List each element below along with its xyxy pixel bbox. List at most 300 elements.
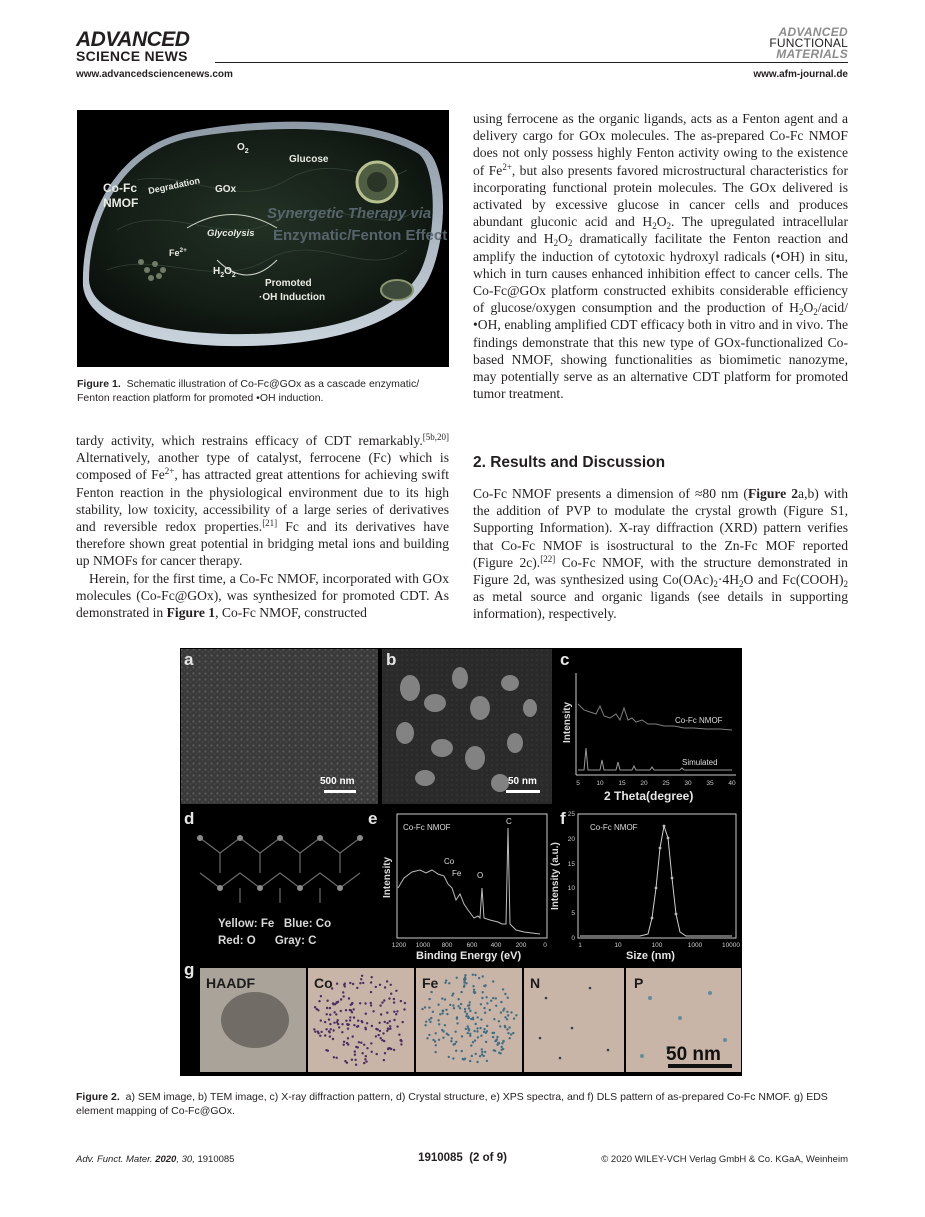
figure-2-caption-text: a) SEM image, b) TEM image, c) X-ray diffraction pattern, d) Crystal structure, e) XPS spectra, and f) DLS pattern of as-prepared Co-Fc NMOF. g) EDS element mapping of Co-Fc@GOx. [76, 1091, 828, 1117]
panel-f-ylabel: Intensity (a.u.) [550, 842, 561, 910]
panel-b-scale-label: 50 nm [508, 776, 537, 787]
eds-dot [512, 1032, 514, 1034]
eds-dot [349, 1019, 351, 1021]
eds-dot [515, 1014, 517, 1016]
eds-dot [429, 1021, 431, 1023]
eds-dot [395, 1013, 397, 1015]
eds-dot [389, 1025, 391, 1027]
eds-dot [445, 979, 447, 981]
eds-dot [476, 1061, 478, 1063]
eds-dot [473, 989, 475, 991]
eds-dot [430, 1017, 432, 1019]
eds-dot [364, 1002, 366, 1004]
eds-dot [345, 1020, 347, 1022]
eds-dot [446, 1013, 448, 1015]
eds-dot [403, 1008, 405, 1010]
eds-dot [432, 1011, 434, 1013]
eds-dot [316, 1008, 318, 1010]
figure-1-caption [77, 377, 449, 405]
eds-dot [320, 1019, 322, 1021]
eds-dot [460, 1003, 462, 1005]
eds-dot [428, 1006, 430, 1008]
eds-dot [365, 1055, 367, 1057]
eds-dot [346, 1062, 348, 1064]
eds-dot [336, 983, 338, 985]
eds-dot [371, 1051, 373, 1053]
panel-f-ytick: 20 [567, 836, 575, 843]
eds-dot [504, 993, 506, 995]
eds-dot [471, 1055, 473, 1057]
eds-dot [425, 1021, 427, 1023]
paragraph: Herein, for the first time, a Co-Fc NMOF, incorporated with GOx molecules (Co-Fc@GOx), was synthesized for promoted CDT. As demonstrated in Figure 1, Co-Fc NMOF, constructed [76, 570, 449, 621]
eds-dot [326, 1007, 328, 1009]
eds-dot [473, 1030, 475, 1032]
panel-c-xtick: 5 [576, 780, 580, 787]
eds-dot [456, 1022, 458, 1024]
journal-logo-line1: ADVANCED [778, 25, 848, 39]
publisher-url[interactable]: www.advancedsciencenews.com [76, 69, 233, 80]
eds-dot [349, 982, 351, 984]
eds-dot [313, 1028, 315, 1030]
eds-dot [376, 1053, 378, 1055]
panel-e-xtick: 1000 [415, 942, 431, 949]
footer-copyright: © 2020 WILEY-VCH Verlag GmbH & Co. KGaA, Weinheim [601, 1154, 848, 1165]
panel-label-f: f [560, 809, 566, 828]
eds-dot [366, 1047, 368, 1049]
eds-dot [435, 1044, 437, 1046]
eds-dot [332, 1029, 334, 1031]
panel-e-xtick: 600 [466, 942, 478, 949]
eds-dot [437, 1004, 439, 1006]
eds-dot [457, 1005, 459, 1007]
eds-dot [335, 1013, 337, 1015]
eds-dot [469, 1060, 471, 1062]
panel-e-xtick: 1200 [391, 942, 407, 949]
eds-dot [489, 1009, 491, 1011]
eds-dot [460, 991, 462, 993]
eds-dot [337, 1001, 339, 1003]
eds-dot [480, 1035, 482, 1037]
eds-dot [484, 985, 486, 987]
eds-dot [499, 1025, 501, 1027]
eds-dot [393, 1019, 395, 1021]
eds-dot [390, 993, 392, 995]
header-rule [215, 62, 848, 63]
eds-dot [343, 995, 345, 997]
figure-1-caption-text: Schematic illustration of Co-Fc@GOx as a cascade enzymatic/ Fenton reaction platform for promoted •OH induction. [77, 378, 420, 404]
eds-dot [474, 974, 476, 976]
eds-label-n: N [530, 975, 541, 991]
fig1-label-gox: GOx [215, 184, 237, 195]
eds-dot [438, 1023, 440, 1025]
eds-dot [465, 1028, 467, 1030]
panel-a-scale-bar [324, 790, 356, 793]
eds-dot [492, 997, 494, 999]
eds-dot [395, 990, 397, 992]
eds-dot [504, 1016, 506, 1018]
eds-dot [506, 1018, 508, 1020]
panel-f-ytick: 10 [567, 885, 575, 892]
eds-dot [333, 1056, 335, 1058]
eds-dot [442, 1010, 444, 1012]
eds-dot [386, 980, 388, 982]
eds-dot [450, 1040, 452, 1042]
eds-dot [500, 1001, 502, 1003]
eds-dot [470, 1044, 472, 1046]
footer-volume: 30 [181, 1154, 193, 1165]
eds-dot [454, 1043, 456, 1045]
eds-dot [472, 985, 474, 987]
eds-dot [360, 1042, 362, 1044]
eds-dot [402, 1021, 404, 1023]
eds-dot [354, 1059, 356, 1061]
eds-dot [481, 1051, 483, 1053]
eds-dot [345, 1009, 347, 1011]
panel-e-ylabel: Intensity [382, 856, 393, 898]
eds-dot [466, 1013, 468, 1015]
eds-dot [430, 991, 432, 993]
panel-label-c: c [560, 650, 570, 669]
eds-dot [372, 1010, 374, 1012]
eds-dot [492, 1036, 494, 1038]
eds-dot [464, 974, 466, 976]
eds-dot [510, 1011, 512, 1013]
journal-logo-line2: FUNCTIONAL [769, 36, 848, 50]
fig1-label-o2: O [237, 142, 245, 153]
panel-label-g: g [184, 960, 195, 979]
eds-dot [351, 1002, 353, 1004]
panel-e-xtick: 200 [515, 942, 527, 949]
eds-dot [382, 1032, 384, 1034]
eds-dot [356, 987, 358, 989]
eds-dot [389, 1020, 391, 1022]
eds-dot [442, 1030, 444, 1032]
eds-dot [379, 1004, 381, 1006]
eds-dot [508, 1026, 510, 1028]
eds-dot [386, 1022, 388, 1024]
eds-dot [484, 1012, 486, 1014]
eds-dot [329, 1014, 331, 1016]
eds-dot [475, 1023, 477, 1025]
panel-f-xtick: 1 [578, 942, 582, 949]
eds-dot [467, 1025, 469, 1027]
eds-dot [486, 1060, 488, 1062]
eds-dot [349, 1016, 351, 1018]
eds-dot [318, 1000, 320, 1002]
fig1-label-o2-sub: 2 [244, 148, 249, 155]
eds-dot [328, 1018, 330, 1020]
eds-dot [365, 1060, 367, 1062]
eds-dot [496, 1036, 498, 1038]
eds-dot [329, 1031, 331, 1033]
eds-dot [363, 1044, 365, 1046]
eds-dot [474, 992, 476, 994]
eds-dot [490, 1000, 492, 1002]
eds-dot [358, 1041, 360, 1043]
eds-dot [332, 1002, 334, 1004]
eds-dot [444, 982, 446, 984]
eds-label-p: P [634, 975, 644, 991]
eds-dot [461, 1050, 463, 1052]
panel-d-legend-line2: Red: O Gray: C [218, 935, 317, 947]
eds-dot [467, 1032, 469, 1034]
eds-dot [354, 1050, 356, 1052]
fig1-label-fe-sup: 2+ [179, 247, 187, 254]
eds-dot [361, 1021, 363, 1023]
panel-label-a: a [184, 650, 194, 669]
panel-e-peak-c: C [506, 817, 512, 826]
eds-dot [480, 1003, 482, 1005]
eds-dot [378, 1022, 380, 1024]
panel-f-title: Co-Fc NMOF [590, 823, 638, 832]
eds-dot [472, 1041, 474, 1043]
panel-f-xlabel: Size (nm) [626, 950, 675, 962]
eds-dot [485, 996, 487, 998]
eds-dot [507, 1014, 509, 1016]
fig1-label-h: H [213, 266, 221, 277]
eds-dot [348, 997, 350, 999]
eds-dot [449, 1004, 451, 1006]
figure-1-caption-label: Figure 1. [77, 378, 121, 390]
eds-dot [400, 1043, 402, 1045]
eds-dot [493, 1032, 495, 1034]
journal-logo-line3: MATERIALS [776, 47, 848, 61]
eds-dot [387, 1047, 389, 1049]
panel-e-peak-o: O [477, 871, 484, 880]
eds-dot [352, 983, 354, 985]
publisher-logo [76, 30, 189, 63]
eds-dot [353, 1024, 355, 1026]
eds-dot [386, 1012, 388, 1014]
eds-dot [355, 1046, 357, 1048]
eds-dot [340, 998, 342, 1000]
eds-dot [498, 1042, 500, 1044]
eds-dot [329, 1007, 331, 1009]
eds-dot [387, 1027, 389, 1029]
right-column-text-bottom [473, 485, 848, 623]
eds-dot [336, 1057, 338, 1059]
eds-dot [494, 1050, 496, 1052]
eds-dot [370, 1004, 372, 1006]
eds-dot [501, 1046, 503, 1048]
eds-dot [441, 1012, 443, 1014]
eds-label-co: Co [314, 975, 333, 991]
paragraph: Co-Fc NMOF presents a dimension of ≈80 nm (Figure 2a,b) with the addition of PVP to modulate the crystal growth (Figure S1, Supporting Information). X-ray diffraction (XRD) pattern verifies that Co-Fc NMOF is isostructural to the Zn-Fc MOF reported (Figure 2c).[22] Co-Fc NMOF, with the structure demonstrated in Figure 2d, was synthesized using $Co(OAc)_2\cdot 4H_2O$ and $Fc(COOH)_2$ as metal source and organic ligands (see details in supporting information), respectively. [473, 486, 848, 622]
eds-dot [476, 1027, 478, 1029]
fig1-label-o-sub: 2 [231, 272, 236, 279]
eds-dot [507, 1032, 509, 1034]
eds-dot [340, 1010, 342, 1012]
eds-dot [486, 1025, 488, 1027]
eds-dot [346, 1042, 348, 1044]
eds-dot [351, 1011, 353, 1013]
eds-dot [347, 1028, 349, 1030]
eds-dot [486, 1030, 488, 1032]
eds-dot [424, 1024, 426, 1026]
eds-dot [463, 986, 465, 988]
journal-logo [769, 27, 848, 60]
eds-dot [479, 1055, 481, 1057]
eds-dot [326, 1000, 328, 1002]
eds-dot [442, 1037, 444, 1039]
section-heading: 2. Results and Discussion [473, 454, 666, 471]
eds-dot [333, 1022, 335, 1024]
eds-dot [366, 1022, 368, 1024]
fig1-label-degradation: Degradation [147, 175, 201, 196]
eds-dot [341, 1031, 343, 1033]
eds-dot [467, 1005, 469, 1007]
eds-dot [445, 1009, 447, 1011]
eds-dot [371, 976, 373, 978]
fig1-title-line1: Synergetic Therapy via [267, 205, 432, 222]
eds-dot [510, 1033, 512, 1035]
eds-dot [482, 975, 484, 977]
panel-label-b: b [386, 650, 397, 669]
publisher-logo-line2: SCIENCE NEWS [76, 48, 188, 64]
eds-dot [469, 1035, 471, 1037]
eds-label-fe: Fe [422, 975, 439, 991]
eds-dot [485, 1041, 487, 1043]
eds-dot [456, 977, 458, 979]
eds-dot [371, 1025, 373, 1027]
eds-dot [383, 999, 385, 1001]
eds-dot [378, 1034, 380, 1036]
footer-year: 2020 [155, 1154, 177, 1165]
eds-dot [424, 1006, 426, 1008]
eds-dot [483, 1031, 485, 1033]
fig1-label-oh-induction: ·OH Induction [259, 292, 326, 303]
eds-dot [381, 1001, 383, 1003]
eds-dot [444, 1024, 446, 1026]
eds-dot [455, 1041, 457, 1043]
eds-dot [493, 1018, 495, 1020]
eds-dot [343, 984, 345, 986]
panel-e-xtick: 800 [441, 942, 453, 949]
eds-dot [483, 1055, 485, 1057]
eds-dot [375, 1028, 377, 1030]
eds-dot [481, 1048, 483, 1050]
eds-dot [504, 1025, 506, 1027]
eds-dot [474, 1012, 476, 1014]
eds-dot [375, 986, 377, 988]
panel-a-scale-label: 500 nm [320, 776, 355, 787]
eds-dot [341, 1023, 343, 1025]
eds-dot [477, 1016, 479, 1018]
panel-f-xtick: 10000 [721, 942, 741, 949]
eds-dot [396, 1010, 398, 1012]
eds-dot [327, 1050, 329, 1052]
eds-dot [362, 982, 364, 984]
eds-dot [351, 1059, 353, 1061]
eds-dot [319, 1035, 321, 1037]
panel-c-xlabel: 2 Theta(degree) [604, 789, 694, 803]
eds-dot [428, 1034, 430, 1036]
eds-dot [507, 997, 509, 999]
eds-dot [393, 998, 395, 1000]
paragraph: tardy activity, which restrains efficacy of CDT remarkably.[5b,20] Alternatively, another type of catalyst, ferrocene (Fc) which is composed of $Fe^{2+}$, has attracted great attentions for achieving swift Fenton reaction in the physiological environment due to its high stability, low toxicity, accessibility of a large series of derivatives and reversible redox properties.[21] Fc and its derivatives have therefore shown great potential in bridging metal ions and building up NMOFs for cancer therapy. [76, 432, 449, 569]
eds-dot [356, 1026, 358, 1028]
eds-dot [464, 1008, 466, 1010]
eds-dot [370, 1042, 372, 1044]
eds-dot [502, 988, 504, 990]
eds-dot [437, 1019, 439, 1021]
figure-2-caption-label: Figure 2. [76, 1091, 120, 1103]
panel-e-peak-co: Co [444, 857, 455, 866]
eds-dot [464, 1058, 466, 1060]
eds-dot [379, 1030, 381, 1032]
fig1-label-nmof: NMOF [103, 196, 139, 210]
panel-f-ytick: 0 [571, 935, 575, 942]
eds-dot [470, 1018, 472, 1020]
eds-dot [464, 1011, 466, 1013]
eds-dot [370, 981, 372, 983]
eds-dot [353, 1016, 355, 1018]
eds-dot [384, 1021, 386, 1023]
panel-f-ytick: 15 [567, 861, 575, 868]
eds-dot [330, 1028, 332, 1030]
eds-dot [506, 1028, 508, 1030]
panel-e-title: Co-Fc NMOF [403, 823, 451, 832]
eds-dot [353, 1008, 355, 1010]
eds-dot [492, 980, 494, 982]
eds-dot [383, 1059, 385, 1061]
eds-dot [365, 1013, 367, 1015]
figure-2-caption [76, 1090, 848, 1118]
eds-dot [428, 998, 430, 1000]
eds-dot [494, 1040, 496, 1042]
eds-dot [336, 1021, 338, 1023]
eds-dot [452, 1057, 454, 1059]
fig1-label-glycolysis: Glycolysis [207, 228, 255, 239]
eds-dot [499, 1052, 501, 1054]
eds-dot [364, 1027, 366, 1029]
eds-dot [444, 998, 446, 1000]
panel-f-ytick: 25 [567, 811, 575, 818]
eds-dot [342, 991, 344, 993]
eds-dot [347, 1037, 349, 1039]
panel-f-xtick: 100 [651, 942, 663, 949]
eds-dot [439, 1013, 441, 1015]
eds-dot [483, 1028, 485, 1030]
panel-e-xtick: 0 [543, 942, 547, 949]
eds-dot [426, 1037, 428, 1039]
eds-dot [468, 1016, 470, 1018]
eds-dot [355, 1064, 357, 1066]
panel-e-peak-fe: Fe [452, 869, 462, 878]
eds-dot [314, 1006, 316, 1008]
journal-url[interactable]: www.afm-journal.de [753, 69, 848, 80]
eds-dot [347, 1024, 349, 1026]
eds-dot [393, 1049, 395, 1051]
fig1-title-line2: Enzymatic/Fenton Effect [273, 227, 448, 244]
eds-dot [495, 1005, 497, 1007]
eds-dot [370, 991, 372, 993]
eds-dot [364, 1058, 366, 1060]
eds-dot [448, 982, 450, 984]
eds-dot [329, 1023, 331, 1025]
eds-dot [317, 1032, 319, 1034]
panel-c-series-bottom: Simulated [682, 758, 718, 767]
eds-dot [483, 1007, 485, 1009]
eds-dot [438, 1039, 440, 1041]
eds-dot [484, 1051, 486, 1053]
fig1-label-fe: Fe [169, 248, 180, 258]
footer-journal: Adv. Funct. Mater. [76, 1154, 153, 1165]
eds-dot [396, 1025, 398, 1027]
fig1-label-promoted: Promoted [265, 278, 312, 289]
panel-e-xlabel: Binding Energy (eV) [416, 950, 522, 962]
eds-dot [361, 1052, 363, 1054]
